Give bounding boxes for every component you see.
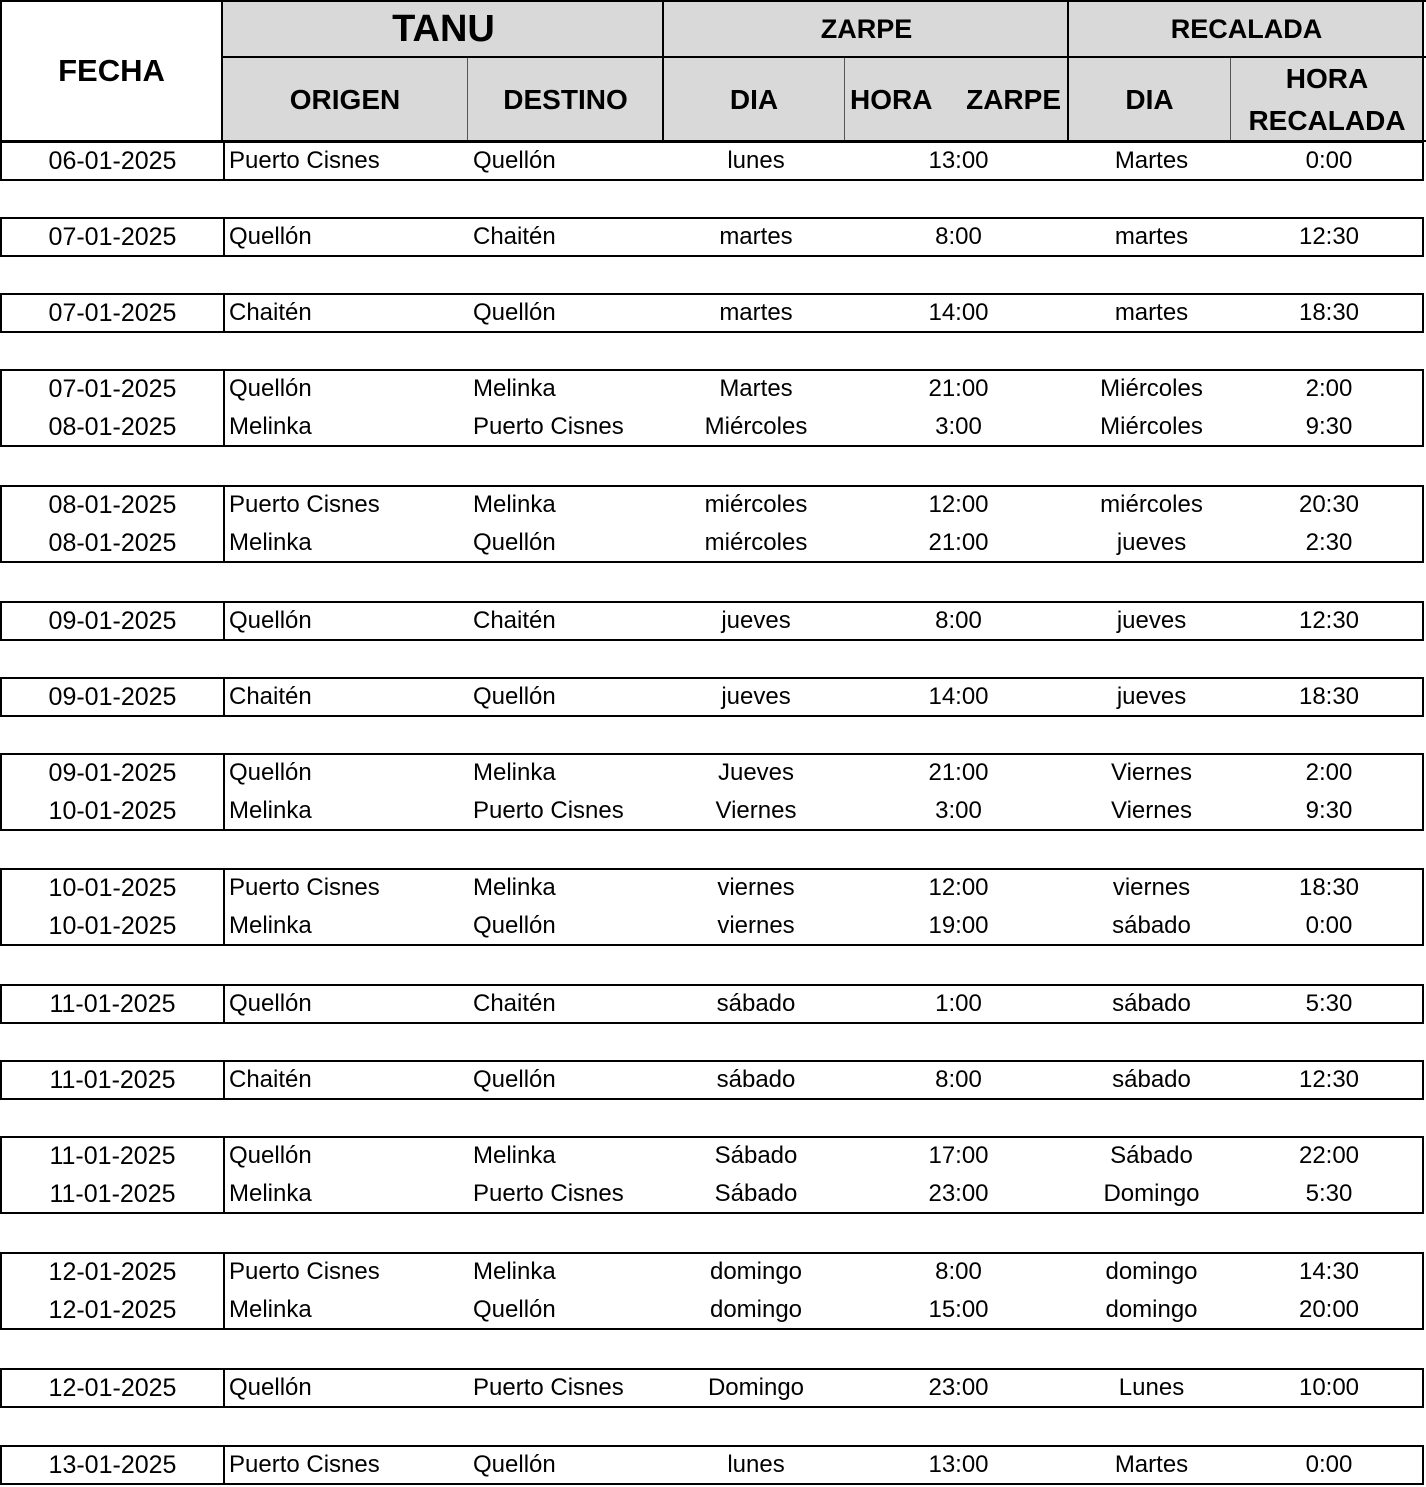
- header-border-right: [1422, 0, 1424, 142]
- table-row: [2, 1175, 1422, 1213]
- hora-zarpe-cell: 14:00: [928, 299, 989, 326]
- hora-recalada-cell: 9:30: [1305, 413, 1353, 440]
- fecha-cell: 07-01-2025: [48, 375, 177, 403]
- hora-recalada-cell: 0:00: [1305, 147, 1353, 174]
- hora-recalada-cell: 18:30: [1298, 874, 1360, 901]
- header-zarpe-sub-label: ZARPE: [966, 84, 1061, 115]
- fecha-cell: 07-01-2025: [48, 299, 177, 327]
- hora-recalada-cell: 2:00: [1305, 759, 1353, 786]
- dia-zarpe-cell: Sábado: [714, 1142, 798, 1169]
- origen-cell: Quellón: [229, 990, 312, 1017]
- trip-group: [0, 141, 1424, 181]
- dia-zarpe-cell: martes: [719, 299, 793, 326]
- destino-cell: Melinka: [473, 491, 556, 518]
- destino-cell: Chaitén: [473, 990, 556, 1017]
- table-row: [2, 1291, 1422, 1329]
- hora-recalada-cell: 2:00: [1305, 375, 1353, 402]
- dia-recalada-cell: jueves: [1116, 607, 1187, 634]
- hora-zarpe-cell: 19:00: [928, 912, 989, 939]
- destino-cell: Quellón: [473, 1066, 556, 1093]
- fecha-cell: 10-01-2025: [48, 912, 177, 940]
- header-border-dia-recalada: [1230, 58, 1231, 140]
- header-hora-recalada-line1: HORA: [1285, 63, 1369, 94]
- destino-cell: Quellón: [473, 1451, 556, 1478]
- dia-recalada-cell: Viernes: [1111, 797, 1192, 824]
- dia-recalada-cell: Miércoles: [1100, 375, 1203, 402]
- origen-cell: Puerto Cisnes: [229, 1451, 380, 1478]
- fecha-cell: 11-01-2025: [49, 1180, 176, 1208]
- origen-cell: Melinka: [229, 1180, 312, 1207]
- header-hora-recalada-line2: RECALADA: [1248, 105, 1406, 136]
- dia-zarpe-cell: martes: [719, 223, 793, 250]
- destino-cell: Melinka: [473, 375, 556, 402]
- dia-recalada-cell: sábado: [1112, 1066, 1191, 1093]
- hora-zarpe-cell: 21:00: [928, 759, 989, 786]
- header-hora-recalada: [1230, 58, 1424, 142]
- fecha-cell: 12-01-2025: [48, 1258, 177, 1286]
- hora-zarpe-cell: 12:00: [928, 491, 989, 518]
- trip-group: [0, 601, 1424, 641]
- table-row: [2, 486, 1422, 524]
- hora-recalada-cell: 5:30: [1305, 1180, 1353, 1207]
- table-row: [2, 524, 1422, 562]
- dia-zarpe-cell: domingo: [709, 1296, 803, 1323]
- fecha-cell: 09-01-2025: [48, 683, 177, 711]
- table-row: [2, 142, 1422, 180]
- table-row: [2, 294, 1422, 332]
- origen-cell: Quellón: [229, 607, 312, 634]
- destino-cell: Melinka: [473, 874, 556, 901]
- table-row: [2, 985, 1422, 1023]
- table-row: [2, 408, 1422, 446]
- hora-recalada-cell: 10:00: [1298, 1374, 1360, 1401]
- origen-cell: Quellón: [229, 1142, 312, 1169]
- trip-group: [0, 293, 1424, 333]
- header-fecha: FECHA: [0, 0, 223, 142]
- dia-zarpe-cell: miércoles: [704, 491, 808, 518]
- dia-zarpe-cell: jueves: [721, 683, 791, 710]
- origen-cell: Quellón: [229, 375, 312, 402]
- dia-recalada-cell: domingo: [1105, 1296, 1198, 1323]
- hora-zarpe-cell: 23:00: [928, 1180, 989, 1207]
- header-border-zarpe: [1067, 0, 1069, 142]
- hora-zarpe-cell: 12:00: [928, 874, 989, 901]
- hora-recalada-cell: 12:30: [1298, 223, 1360, 250]
- hora-zarpe-cell: 13:00: [928, 1451, 989, 1478]
- dia-zarpe-cell: Miércoles: [704, 413, 808, 440]
- header-dia-zarpe: DIA: [664, 58, 844, 142]
- origen-cell: Melinka: [229, 912, 312, 939]
- hora-zarpe-cell: 8:00: [935, 1066, 982, 1093]
- hora-zarpe-cell: 8:00: [935, 223, 982, 250]
- hora-zarpe-cell: 23:00: [928, 1374, 989, 1401]
- fecha-cell: 13-01-2025: [48, 1451, 177, 1479]
- hora-recalada-cell: 20:30: [1298, 491, 1360, 518]
- dia-recalada-cell: jueves: [1116, 683, 1187, 710]
- table-row: [2, 1061, 1422, 1099]
- header-border-mid: [223, 56, 1426, 58]
- trip-group: [0, 485, 1424, 563]
- hora-recalada-cell: 18:30: [1298, 299, 1360, 326]
- origen-cell: Chaitén: [229, 683, 312, 710]
- destino-cell: Puerto Cisnes: [473, 413, 624, 440]
- dia-zarpe-cell: Domingo: [707, 1374, 805, 1401]
- hora-recalada-cell: 0:00: [1305, 1451, 1353, 1478]
- destino-cell: Quellón: [473, 1296, 556, 1323]
- dia-recalada-cell: viernes: [1112, 874, 1191, 901]
- table-row: [2, 907, 1422, 945]
- table-row: [2, 1446, 1422, 1484]
- trip-group: [0, 369, 1424, 447]
- origen-cell: Puerto Cisnes: [229, 874, 380, 901]
- origen-cell: Melinka: [229, 797, 312, 824]
- dia-recalada-cell: martes: [1114, 299, 1189, 326]
- hora-zarpe-cell: 3:00: [935, 413, 982, 440]
- header-destino: DESTINO: [467, 58, 664, 142]
- origen-cell: Puerto Cisnes: [229, 491, 380, 518]
- dia-zarpe-cell: Jueves: [717, 759, 795, 786]
- destino-cell: Melinka: [473, 1258, 556, 1285]
- destino-cell: Quellón: [473, 912, 556, 939]
- header-zarpe: ZARPE: [664, 0, 1069, 58]
- header-dia-recalada: DIA: [1069, 58, 1230, 142]
- header-origen: ORIGEN: [223, 58, 467, 142]
- dia-recalada-cell: Viernes: [1111, 759, 1192, 786]
- trip-group: [0, 1060, 1424, 1100]
- dia-recalada-cell: Martes: [1114, 1451, 1189, 1478]
- trip-group: [0, 1252, 1424, 1330]
- dia-recalada-cell: miércoles: [1100, 491, 1203, 518]
- fecha-cell: 11-01-2025: [49, 990, 176, 1018]
- dia-recalada-cell: Lunes: [1118, 1374, 1185, 1401]
- table-row: [2, 678, 1422, 716]
- table-row: [2, 218, 1422, 256]
- origen-cell: Melinka: [229, 529, 312, 556]
- hora-zarpe-cell: 21:00: [928, 529, 989, 556]
- hora-zarpe-cell: 1:00: [935, 990, 982, 1017]
- trip-group: [0, 1136, 1424, 1214]
- header-tanu: TANU: [223, 0, 664, 58]
- origen-cell: Melinka: [229, 413, 312, 440]
- hora-recalada-cell: 20:00: [1298, 1296, 1360, 1323]
- hora-zarpe-cell: 15:00: [928, 1296, 989, 1323]
- dia-zarpe-cell: domingo: [709, 1258, 803, 1285]
- fecha-cell: 09-01-2025: [48, 607, 177, 635]
- fecha-cell: 11-01-2025: [49, 1142, 176, 1170]
- hora-recalada-cell: 9:30: [1305, 797, 1353, 824]
- dia-zarpe-cell: sábado: [716, 1066, 796, 1093]
- dia-zarpe-cell: Viernes: [715, 797, 797, 824]
- table-row: [2, 1137, 1422, 1175]
- dia-zarpe-cell: sábado: [716, 990, 796, 1017]
- header-border-left: [0, 0, 2, 142]
- trip-group: [0, 753, 1424, 831]
- dia-zarpe-cell: jueves: [721, 607, 791, 634]
- dia-recalada-cell: Sábado: [1110, 1142, 1193, 1169]
- fecha-cell: 11-01-2025: [49, 1066, 176, 1094]
- origen-cell: Puerto Cisnes: [229, 147, 380, 174]
- destino-cell: Puerto Cisnes: [473, 797, 624, 824]
- hora-zarpe-cell: 21:00: [928, 375, 989, 402]
- destino-cell: Puerto Cisnes: [473, 1374, 624, 1401]
- header-hora-label: HORA: [850, 84, 933, 115]
- origen-cell: Quellón: [229, 1374, 312, 1401]
- trip-group: [0, 217, 1424, 257]
- origen-cell: Melinka: [229, 1296, 312, 1323]
- dia-recalada-cell: domingo: [1105, 1258, 1198, 1285]
- trip-group: [0, 984, 1424, 1024]
- hora-zarpe-cell: 17:00: [928, 1142, 989, 1169]
- origen-cell: Puerto Cisnes: [229, 1258, 380, 1285]
- table-row: [2, 1369, 1422, 1407]
- table-row: [2, 370, 1422, 408]
- trip-group: [0, 1368, 1424, 1408]
- table-row: [2, 869, 1422, 907]
- dia-zarpe-cell: viernes: [717, 912, 795, 939]
- fecha-cell: 07-01-2025: [48, 223, 177, 251]
- dia-zarpe-cell: viernes: [717, 874, 795, 901]
- dia-recalada-cell: Domingo: [1103, 1180, 1200, 1207]
- dia-zarpe-cell: Sábado: [714, 1180, 798, 1207]
- fecha-cell: 06-01-2025: [48, 147, 177, 175]
- hora-recalada-cell: 14:30: [1298, 1258, 1360, 1285]
- destino-cell: Quellón: [473, 299, 556, 326]
- dia-recalada-cell: martes: [1114, 223, 1189, 250]
- hora-zarpe-cell: 8:00: [935, 1258, 982, 1285]
- hora-recalada-cell: 22:00: [1298, 1142, 1360, 1169]
- hora-recalada-cell: 5:30: [1305, 990, 1353, 1017]
- hora-zarpe-cell: 8:00: [935, 607, 982, 634]
- header-border-origen: [467, 58, 468, 140]
- dia-zarpe-cell: lunes: [727, 1451, 785, 1478]
- dia-recalada-cell: sábado: [1112, 912, 1191, 939]
- dia-recalada-cell: jueves: [1116, 529, 1187, 556]
- fecha-cell: 12-01-2025: [48, 1296, 177, 1324]
- hora-recalada-cell: 12:30: [1298, 607, 1360, 634]
- destino-cell: Melinka: [473, 759, 556, 786]
- hora-zarpe-cell: 3:00: [935, 797, 982, 824]
- header-border-tanu: [662, 0, 664, 142]
- hora-recalada-cell: 18:30: [1298, 683, 1360, 710]
- destino-cell: Chaitén: [473, 607, 556, 634]
- hora-zarpe-cell: 14:00: [928, 683, 989, 710]
- trip-group: [0, 677, 1424, 717]
- hora-recalada-cell: 12:30: [1298, 1066, 1360, 1093]
- destino-cell: Melinka: [473, 1142, 556, 1169]
- fecha-cell: 12-01-2025: [48, 1374, 177, 1402]
- destino-cell: Quellón: [473, 683, 556, 710]
- origen-cell: Chaitén: [229, 1066, 312, 1093]
- dia-recalada-cell: Martes: [1114, 147, 1189, 174]
- origen-cell: Quellón: [229, 759, 312, 786]
- dia-zarpe-cell: Martes: [719, 375, 793, 402]
- destino-cell: Quellón: [473, 529, 556, 556]
- fecha-cell: 09-01-2025: [48, 759, 177, 787]
- header-border-dia: [844, 58, 845, 140]
- table-row: [2, 754, 1422, 792]
- destino-cell: Quellón: [473, 147, 556, 174]
- fecha-cell: 08-01-2025: [48, 413, 177, 441]
- destino-cell: Puerto Cisnes: [473, 1180, 624, 1207]
- table-row: [2, 792, 1422, 830]
- fecha-cell: 08-01-2025: [48, 491, 177, 519]
- dia-zarpe-cell: miércoles: [704, 529, 808, 556]
- origen-cell: Chaitén: [229, 299, 312, 326]
- table-row: [2, 602, 1422, 640]
- dia-recalada-cell: Miércoles: [1100, 413, 1203, 440]
- hora-recalada-cell: 0:00: [1305, 912, 1353, 939]
- fecha-cell: 08-01-2025: [48, 529, 177, 557]
- table-row: [2, 1253, 1422, 1291]
- header-recalada: RECALADA: [1069, 0, 1424, 58]
- destino-cell: Chaitén: [473, 223, 556, 250]
- fecha-cell: 10-01-2025: [48, 797, 177, 825]
- origen-cell: Quellón: [229, 223, 312, 250]
- trip-group: [0, 868, 1424, 946]
- hora-zarpe-cell: 13:00: [928, 147, 989, 174]
- dia-zarpe-cell: lunes: [727, 147, 785, 174]
- header-hora-zarpe: [844, 58, 1069, 142]
- header-border-fecha: [221, 0, 223, 142]
- trip-group: [0, 1445, 1424, 1485]
- dia-recalada-cell: sábado: [1112, 990, 1191, 1017]
- header-border-top: [0, 0, 1426, 2]
- hora-recalada-cell: 2:30: [1305, 529, 1353, 556]
- fecha-cell: 10-01-2025: [48, 874, 177, 902]
